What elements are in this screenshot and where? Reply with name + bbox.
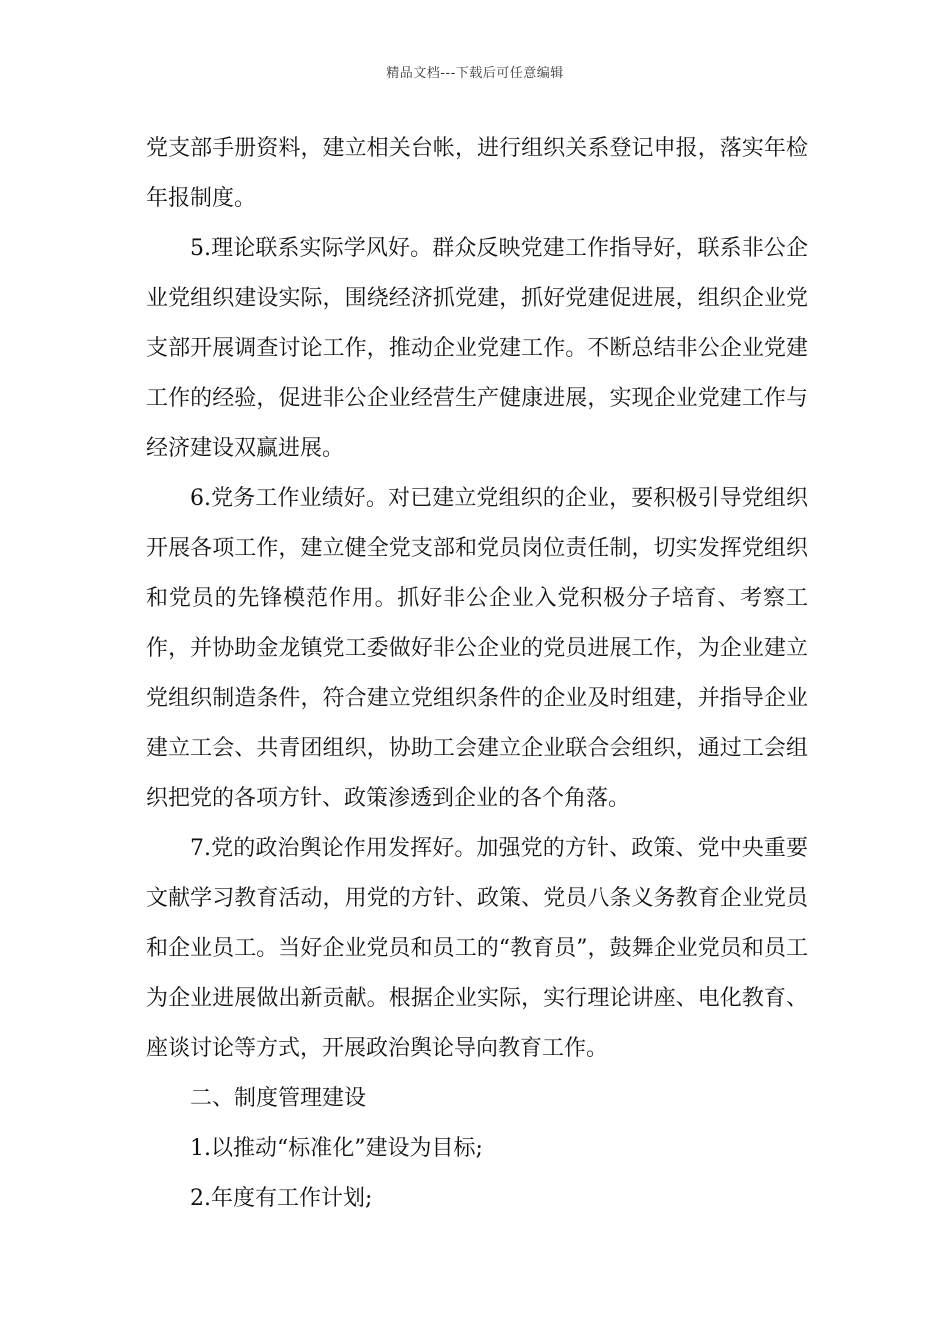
section-heading: 二、制度管理建设	[190, 1086, 367, 1111]
paragraph-1: 党支部手册资料，建立相关台帐，进行组织关系登记申报，落实年检年报制度。	[146, 136, 808, 211]
paragraph-2: 5.理论联系实际学风好。群众反映党建工作指导好，联系非公企业党组织建设实际，围绕经济抓党建，抓好党建促进展，组织企业党支部开展调查讨论工作，推动企业党建工作。不断总结非公企业党建工作的经验，促进非公企业经营生产健康进展，实现企业党建工作与经济建设双赢进展。	[146, 236, 808, 461]
paragraph-4: 7.党的政治舆论作用发挥好。加强党的方针、政策、党中央重要文献学习教育活动，用党的方针、政策、党员八条义务教育企业党员和企业员工。当好企业党员和员工的“教育员”，鼓舞企业党员和员工为企业进展做出新贡献。根据企业实际，实行理论讲座、电化教育、座谈讨论等方式，开展政治舆论导向教育工作。	[146, 836, 808, 1061]
list-item-2: 2.年度有工作计划;	[190, 1186, 373, 1211]
list-item-1: 1.以推动“标准化”建设为目标;	[190, 1136, 483, 1161]
page-header: 精品文档---下载后可任意编辑	[386, 66, 564, 81]
paragraph-3: 6.党务工作业绩好。对已建立党组织的企业，要积极引导党组织开展各项工作，建立健全党支部和党员岗位责任制，切实发挥党组织和党员的先锋模范作用。抓好非公企业入党积极分子培育、考察工作，并协助金龙镇党工委做好非公企业的党员进展工作，为企业建立党组织制造条件，符合建立党组织条件的企业及时组建，并指导企业建立工会、共青团组织，协助工会建立企业联合会组织，通过工会组织把党的各项方针、政策渗透到企业的各个角落。	[146, 486, 808, 811]
document-body	[146, 124, 808, 1224]
